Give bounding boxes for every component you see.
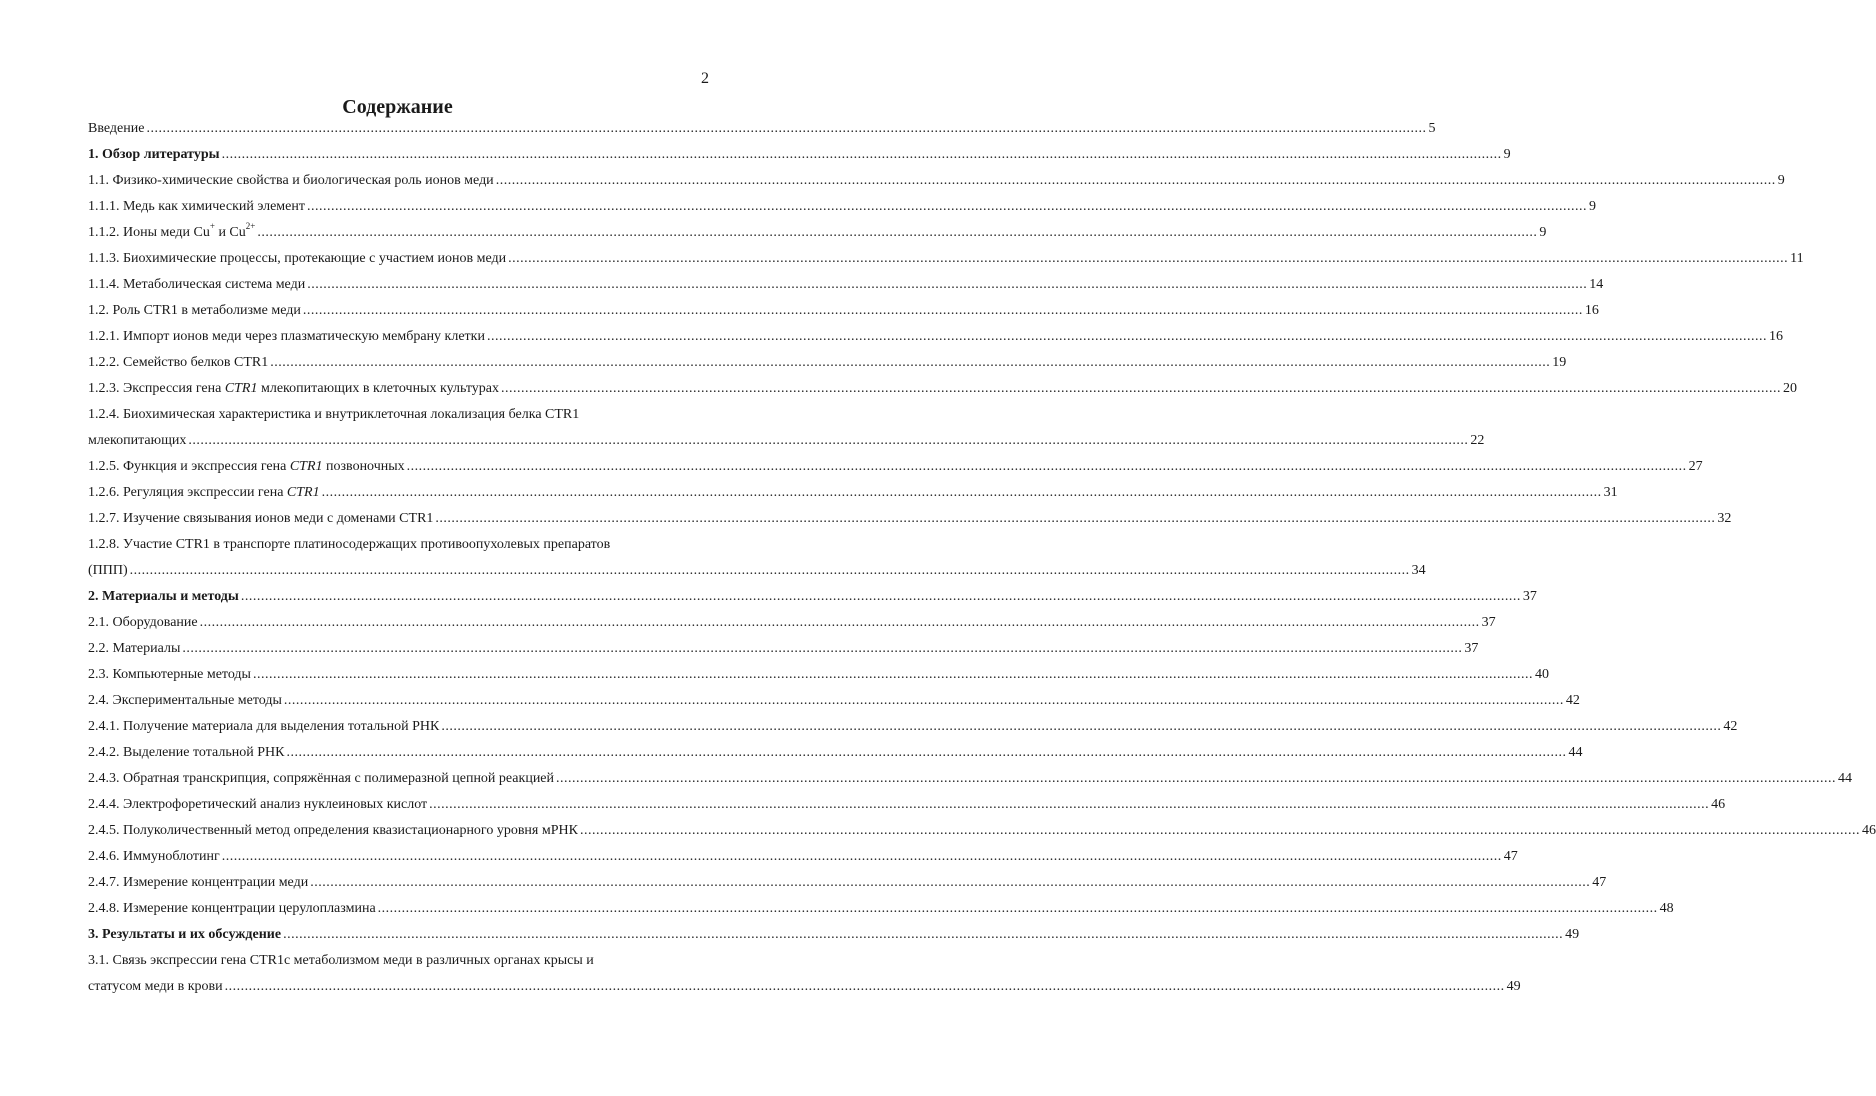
toc-entry — [88, 844, 1518, 870]
toc-entry — [88, 142, 1511, 168]
toc-entry-first-line: 1.2.4. Биохимическая характеристика и внутриклеточная локализация белка CTR1 — [88, 407, 580, 422]
toc-entry-title: 2.4.1. Получение материала для выделения тотальной РНК — [88, 719, 440, 734]
toc-entry — [88, 246, 1804, 272]
toc-entry — [88, 376, 1797, 402]
toc-entry-page: 37 — [1522, 589, 1537, 604]
dot-leader — [307, 194, 1587, 220]
toc-entry — [88, 922, 1580, 948]
superscript: 2+ — [245, 221, 256, 232]
gene-name: CTR1 — [289, 459, 323, 474]
dot-leader — [222, 142, 1502, 168]
dot-leader — [182, 636, 1462, 662]
dot-leader — [130, 558, 1410, 584]
toc-entry-title: 1.1.4. Метаболическая система меди — [88, 277, 306, 292]
toc-entry — [88, 688, 1580, 714]
toc-entry-title: 1.2.6. Регуляция экспрессии гена CTR1 — [88, 485, 320, 500]
page-title: Содержание — [342, 96, 453, 118]
toc-entry-page: 31 — [1603, 485, 1618, 500]
toc-entry — [88, 350, 1567, 376]
toc-entry-page: 14 — [1589, 277, 1604, 292]
toc-entry-page: 49 — [1565, 927, 1580, 942]
dot-leader — [188, 428, 1468, 454]
toc-entry-title: 2. Материалы и методы — [88, 589, 239, 604]
toc-entry-title: 2.2. Материалы — [88, 641, 181, 656]
toc-entry-title: млекопитающих — [88, 433, 187, 448]
toc-entry-page: 22 — [1470, 433, 1485, 448]
toc-entry — [88, 428, 1485, 454]
dot-leader — [241, 584, 1521, 610]
toc-entry-title: 2.4.7. Измерение концентрации меди — [88, 875, 309, 890]
dot-leader — [284, 688, 1564, 714]
dot-leader — [435, 506, 1715, 532]
toc-entry-title: 1.2.7. Изучение связывания ионов меди с доменами CTR1 — [88, 511, 434, 526]
toc-entry — [88, 194, 1596, 220]
toc-entry-page: 16 — [1768, 329, 1783, 344]
toc-entry-page: 32 — [1717, 511, 1732, 526]
toc-entry-title: 2.3. Компьютерные методы — [88, 667, 251, 682]
toc-entry — [88, 584, 1537, 610]
toc-entry-page: 16 — [1584, 303, 1599, 318]
dot-leader — [429, 792, 1709, 818]
dot-leader — [200, 610, 1480, 636]
toc-entry-title: 1.2.1. Импорт ионов меди через плазматическую мембрану клетки — [88, 329, 485, 344]
toc-entry — [88, 454, 1703, 480]
superscript: + — [209, 221, 215, 232]
dot-leader — [283, 922, 1563, 948]
dot-leader — [508, 246, 1788, 272]
dot-leader — [407, 454, 1687, 480]
toc-entry — [88, 896, 1674, 922]
toc-entry-first-line: 1.2.8. Участие CTR1 в транспорте платиносодержащих противоопухолевых препаратов — [88, 537, 611, 552]
toc-entry-title: 2.4. Экспериментальные методы — [88, 693, 282, 708]
toc-entry-title: 1.1.2. Ионы меди Cu+ и $Cu^{2+}$ — [88, 221, 256, 240]
toc-entry-title: 1.2.2. Семейство белков CTR1 — [88, 355, 269, 370]
dot-leader — [501, 376, 1781, 402]
toc-entry — [88, 662, 1549, 688]
page-number: 2 — [701, 70, 709, 87]
toc-entry — [88, 740, 1583, 766]
toc-entry-page: 19 — [1552, 355, 1567, 370]
dot-leader — [310, 870, 1590, 896]
toc-entry-title: 2.1. Оборудование — [88, 615, 198, 630]
toc-entry-page: 20 — [1782, 381, 1797, 396]
toc-entry-page: 9 — [1589, 199, 1596, 214]
toc-entry-title: 1.2.3. Экспрессия гена CTR1 млекопитающих в клеточных культурах — [88, 381, 499, 396]
toc-entry-title: 1. Обзор литературы — [88, 147, 220, 162]
gene-name: CTR1 — [224, 381, 258, 396]
dot-leader — [378, 896, 1658, 922]
toc-entry-page: 9 — [1777, 173, 1785, 188]
toc-entry — [88, 324, 1783, 350]
dot-leader — [146, 116, 1426, 142]
toc-entry — [88, 480, 1618, 506]
toc-entry — [88, 818, 1876, 844]
dot-leader — [253, 662, 1533, 688]
dot-leader — [286, 740, 1566, 766]
toc-entry-title: 2.4.8. Измерение концентрации церулоплазмина — [88, 901, 376, 916]
toc-entry-title: 1.1. Физико-химические свойства и биологическая роль ионов меди — [88, 173, 494, 188]
toc-entry-title: 1.1.3. Биохимические процессы, протекающие с участием ионов меди — [88, 251, 507, 266]
table-of-contents — [88, 116, 1876, 1000]
dot-leader — [580, 818, 1860, 844]
toc-entry-title: 2.4.6. Иммуноблотинг — [88, 849, 220, 864]
dot-leader — [225, 974, 1505, 1000]
toc-entry — [88, 272, 1604, 298]
dot-leader — [257, 220, 1537, 246]
dot-leader — [487, 324, 1767, 350]
toc-entry-page: 44 — [1568, 745, 1583, 760]
dot-leader — [303, 298, 1583, 324]
toc-entry-page: 44 — [1838, 771, 1853, 786]
toc-entry-page: 47 — [1503, 849, 1518, 864]
toc-entry-title: 2.4.2. Выделение тотальной РНК — [88, 745, 285, 760]
toc-entry-page: 42 — [1723, 719, 1738, 734]
toc-entry — [88, 168, 1785, 194]
toc-entry-page: 40 — [1534, 667, 1549, 682]
toc-entry-page: 34 — [1411, 563, 1426, 578]
toc-entry-title: 2.4.3. Обратная транскрипция, сопряжённая с полимеразной цепной реакцией — [88, 771, 555, 786]
toc-entry — [88, 116, 1436, 142]
toc-entry-page: 42 — [1565, 693, 1580, 708]
gene-name: CTR1 — [286, 485, 320, 500]
toc-entry — [88, 766, 1853, 792]
toc-entry-title: 3. Результаты и их обсуждение — [88, 927, 282, 942]
toc-entry — [88, 610, 1496, 636]
dot-leader — [270, 350, 1550, 376]
toc-entry — [88, 220, 1547, 246]
toc-entry — [88, 506, 1732, 532]
toc-entry-page: 11 — [1790, 251, 1804, 266]
dot-leader — [441, 714, 1721, 740]
toc-entry-page: 47 — [1592, 875, 1607, 890]
dot-leader — [496, 168, 1776, 194]
toc-entry-title: 2.4.4. Электрофоретический анализ нуклеиновых кислот — [88, 797, 428, 812]
toc-entry-first-line: 3.1. Связь экспрессии гена CTR1с метаболизмом меди в различных органах крысы и — [88, 953, 594, 968]
toc-entry-page: 49 — [1506, 979, 1521, 994]
toc-entry-page: 46 — [1861, 823, 1876, 838]
toc-entry — [88, 636, 1479, 662]
dot-leader — [307, 272, 1587, 298]
toc-entry-title: (ППП) — [88, 563, 128, 578]
toc-entry-page: 46 — [1711, 797, 1726, 812]
toc-entry — [88, 974, 1521, 1000]
toc-entry-page: 5 — [1428, 121, 1436, 136]
dot-leader — [556, 766, 1836, 792]
dot-leader — [322, 480, 1602, 506]
toc-entry-page: 9 — [1503, 147, 1511, 162]
toc-entry-page: 9 — [1539, 225, 1547, 240]
toc-entry-page: 37 — [1464, 641, 1479, 656]
toc-entry-title: 1.2. Роль CTR1 в метаболизме меди — [88, 303, 301, 318]
toc-entry-page: 27 — [1688, 459, 1703, 474]
toc-entry — [88, 298, 1599, 324]
toc-entry — [88, 558, 1426, 584]
toc-entry-title: Введение — [88, 121, 145, 136]
toc-entry-page: 48 — [1659, 901, 1674, 916]
toc-entry-title: статусом меди в крови — [88, 979, 223, 994]
toc-entry-page: 37 — [1481, 615, 1496, 630]
toc-entry — [88, 792, 1726, 818]
toc-entry — [88, 714, 1738, 740]
dot-leader — [222, 844, 1502, 870]
toc-entry-title: 2.4.5. Полуколичественный метод определения квазистационарного уровня мРНК — [88, 823, 578, 838]
toc-entry — [88, 870, 1607, 896]
toc-entry-title: 1.1.1. Медь как химический элемент — [88, 199, 305, 214]
toc-entry-title: 1.2.5. Функция и экспрессия гена CTR1 позвоночных — [88, 459, 405, 474]
